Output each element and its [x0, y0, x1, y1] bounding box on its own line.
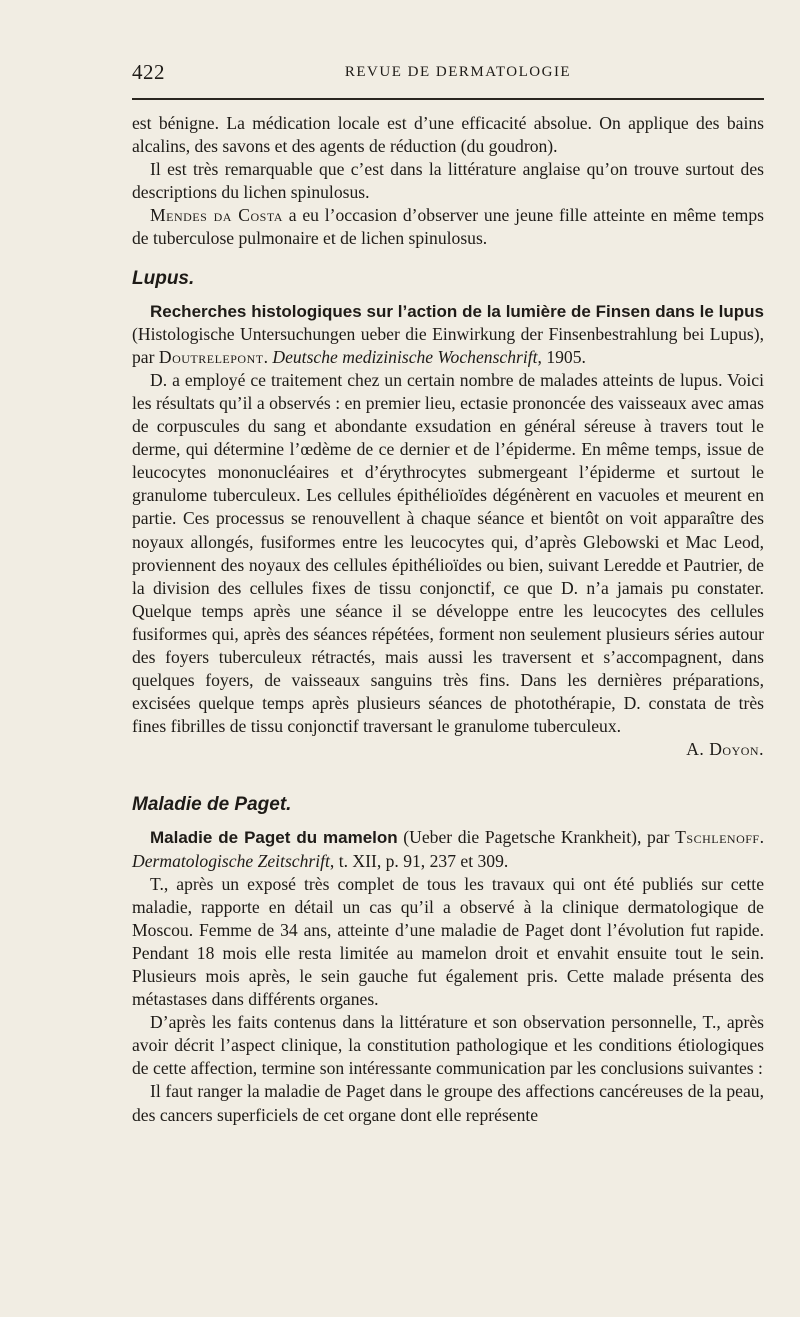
section-heading-lupus: Lupus.	[132, 267, 195, 289]
reference-text: , 1905.	[537, 346, 586, 367]
spacer	[132, 761, 764, 777]
reference-text: .	[759, 827, 764, 848]
paragraph-paget-classification: Il faut ranger la maladie de Paget dans le groupe des affections cancéreuses de la peau, des cancers superficiels de cet organe dont elle représente	[132, 1081, 764, 1125]
paragraph-lupus-summary: D. a employé ce traitement chez un certain nombre de malades atteints de lupus. Voici les résultats qu’il a observés : en premier lieu, ectasie prononcée des vaisseaux avec amas de corpuscules du sang et abondante exsudation en général séreuse à travers tout le derme, qui détermine l’œdème de ce dernier et de l’épiderme. En même temps, issue de leucocytes mononucléaires et d’érythrocytes submergeant l’épiderme et surtout le granulome tuberculeux. Les cellules épithélioïdes dégénèrent en vacuoles et meurent en partie. Ces processus se renouvellent à chaque séance et bientôt on voit apparaître des noyaux allongés, fusiformes entre les leucocytes qui, d’après Glebowski et Mac Leod, proviennent des noyaux des cellules épithélioïdes ou bien, suivant Leredde et Pautrier, de la division des cellules fixes de tissu conjonctif, ce que D. n’a jamais pu constater. Quelque temps après une séance il se développe entre les leucocytes des cellules fusiformes qui, après des séances répétées, forment non seulement plusieurs séries autour des foyers tuberculeux rétractés, mais aussi les traversent et s’accompagnent, dans quelques foyers, de vaisseaux sanguins très fins. Dans les dernières préparations, excisées quelque temps après plusieurs séances de photothérapie, D. constata de très fines fibrilles de tissu conjonctif traversant le granulome tuberculeux.	[132, 369, 764, 737]
author-name: Tschlenoff	[675, 827, 760, 848]
paragraph-english-literature: Il est très remarquable que c’est dans la littérature anglaise qu’on trouve surtout des descriptions du lichen spinulosus.	[132, 159, 764, 203]
section-heading-paget: Maladie de Paget.	[132, 794, 292, 816]
reference-text: .	[263, 346, 273, 367]
page-number: 422	[132, 60, 165, 84]
paragraph-medication: est bénigne. La médication locale est d’une efficacité absolue. On applique des bains alcalins, des savons et des agents de réduction (du goudron).	[132, 113, 764, 157]
running-title: REVUE DE DERMATOLOGIE	[344, 64, 572, 80]
reference-text: (Histologische Untersuchungen ueber die Einwirkung der Finsenbestrahlung bei Lupus), par	[132, 323, 764, 367]
page	[132, 52, 764, 1127]
reference-text: (Ueber die Pagetsche Krankheit), par	[397, 827, 676, 848]
signature-text: A. Doyon.	[686, 739, 764, 760]
journal-name: Dermatologische Zeitschrift	[132, 850, 330, 871]
author-name: Mendes da Costa	[150, 205, 283, 226]
article-reference-paget	[132, 826, 764, 872]
paragraph-paget-case: T., après un exposé très complet de tous les travaux qui ont été publiés sur cette maladie, rapporte en détail un cas qu’il a observé à la clinique dermatologique de Moscou. Femme de 34 ans, atteinte d’une maladie de Paget dont l’évolution fut rapide. Pendant 18 mois elle resta limitée au mamelon droit et envahit ensuite tout le sein. Plusieurs mois après, le sein gauche fut également pris. Cette malade présenta des métastases dans différents organes.	[132, 873, 764, 1010]
article-title: Maladie de Paget du mamelon	[150, 828, 398, 848]
paragraph-paget-conclusions: D’après les faits contenus dans la littérature et son observation personnelle, T., après avoir décrit l’aspect clinique, la constitution pathologique et les conditions étiologiques de cette affection, termine son intéressante communication par les conclusions suivantes :	[132, 1012, 764, 1079]
signature	[132, 738, 764, 761]
article-reference-lupus	[132, 300, 764, 369]
author-name: Doutrelepont	[158, 346, 264, 367]
paragraph-mendes-da-costa	[132, 204, 764, 250]
reference-text: , t. XII, p. 91, 237 et 309.	[329, 850, 509, 871]
journal-name: Deutsche medizinische Wochenschrift	[272, 346, 538, 367]
running-head	[132, 52, 764, 88]
article-title: Recherches histologiques sur l’action de la lumière de Finsen dans le lupus	[150, 301, 764, 321]
header-rule	[132, 98, 764, 100]
paragraph-text: a eu l’occasion d’observer une jeune fille atteinte en même temps de tuberculose pulmonaire et de lichen spinulosus.	[132, 205, 764, 249]
